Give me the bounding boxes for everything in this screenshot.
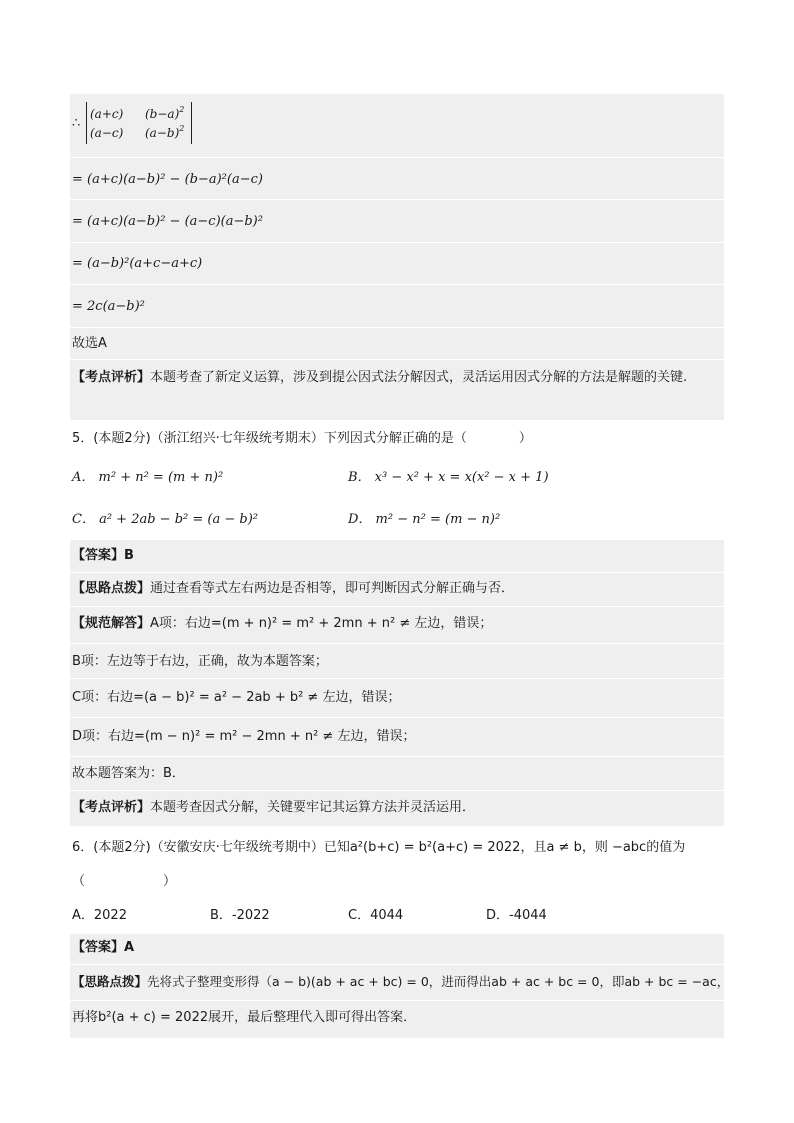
derivation-line-2: = (a+c)(a−b)² − (a−c)(a−b)² (72, 214, 263, 229)
q5-hint: 【思路点拨】通过查看等式左右两边是否相等，即可判断因式分解正确与否． (72, 581, 515, 596)
q6-option-c[interactable]: C．4044 (348, 908, 404, 923)
solve-tag: 【规范解答】 (72, 616, 151, 631)
q6-paren: （ ） (72, 874, 177, 889)
det-a21: (a−c) (90, 126, 124, 140)
q6-hint-line-1: 【思路点拨】先将式子整理变形得（a − b)(ab + ac + bc) = 0，进而得出ab + ac + bc = 0，即ab + bc = −ac， (72, 974, 730, 989)
q5-solve-d: D项：右边=(m − n)² = m² − 2mn + n² ≠ 左边，错误； (72, 729, 416, 744)
q5-answer: 【答案】B (72, 548, 134, 563)
q5-final: 故本题答案为：B． (72, 766, 185, 781)
choose-answer: 故选A (72, 336, 107, 351)
determinant (86, 102, 192, 144)
q6-answer: 【答案】A (72, 940, 135, 955)
q5-option-a[interactable]: A． m² + n² = (m + n)² (72, 470, 224, 485)
det-a22: $(a-b)^2$ (145, 124, 185, 140)
q5-solve-a: 【规范解答】A项：右边=(m + n)² = m² + 2mn + n² ≠ 左边，错误； (72, 616, 493, 631)
question-5 (70, 428, 724, 534)
q5-comment: 【考点评析】本题考查因式分解，关键要牢记其运算方法并灵活运用． (72, 800, 476, 815)
q5-option-d[interactable]: D． m² − n² = (m − n)² (348, 512, 501, 527)
q4-comment: 【考点评析】本题考查了新定义运算，涉及到提公因式法分解因式，灵活运用因式分解的方法是解题的关键. (72, 370, 688, 385)
comment-tag: 【考点评析】 (72, 370, 151, 385)
q5-stem: 5．(本题2分)（浙江绍兴·七年级统考期末）下列因式分解正确的是（ ） (72, 431, 532, 446)
hint-tag: 【思路点拨】 (72, 974, 148, 989)
q4-solution-block (70, 94, 724, 420)
q5-option-c[interactable]: C． a² + 2ab − b² = (a − b)² (72, 512, 258, 527)
q6-hint-line-2: 再将b²(a + c) = 2022展开，最后整理代入即可得出答案． (72, 1010, 417, 1025)
q6-stem: 6．(本题2分)（安徽安庆·七年级统考期中）已知a²(b+c) = b²(a+c) = 2022，且a ≠ b，则 −abc的值为 (72, 840, 686, 855)
q6-solution-block (70, 934, 730, 1038)
therefore-symbol: ∴ (72, 116, 81, 131)
q6-option-d[interactable]: D．-4044 (486, 908, 547, 923)
comment-tag: 【考点评析】 (72, 800, 151, 815)
derivation-line-4: = 2c(a−b)² (72, 299, 145, 314)
det-a12: $(b-a)^2$ (145, 105, 185, 121)
derivation-line-3: = (a−b)²(a+c−a+c) (72, 256, 203, 271)
question-6 (70, 834, 724, 930)
det-a11: (a+c) (90, 107, 124, 121)
q5-solve-b: B项：左边等于右边，正确，故为本题答案； (72, 654, 328, 669)
q5-solution-block (70, 540, 724, 826)
q5-option-b[interactable]: B． x³ − x² + x = x(x² − x + 1) (348, 470, 549, 485)
derivation-line-1: = (a+c)(a−b)² − (b−a)²(a−c) (72, 172, 263, 187)
q5-solve-c: C项：右边=(a − b)² = a² − 2ab + b² ≠ 左边，错误； (72, 690, 401, 705)
hint-tag: 【思路点拨】 (72, 581, 151, 596)
q6-option-a[interactable]: A．2022 (72, 908, 127, 923)
q6-option-b[interactable]: B．-2022 (210, 908, 270, 923)
